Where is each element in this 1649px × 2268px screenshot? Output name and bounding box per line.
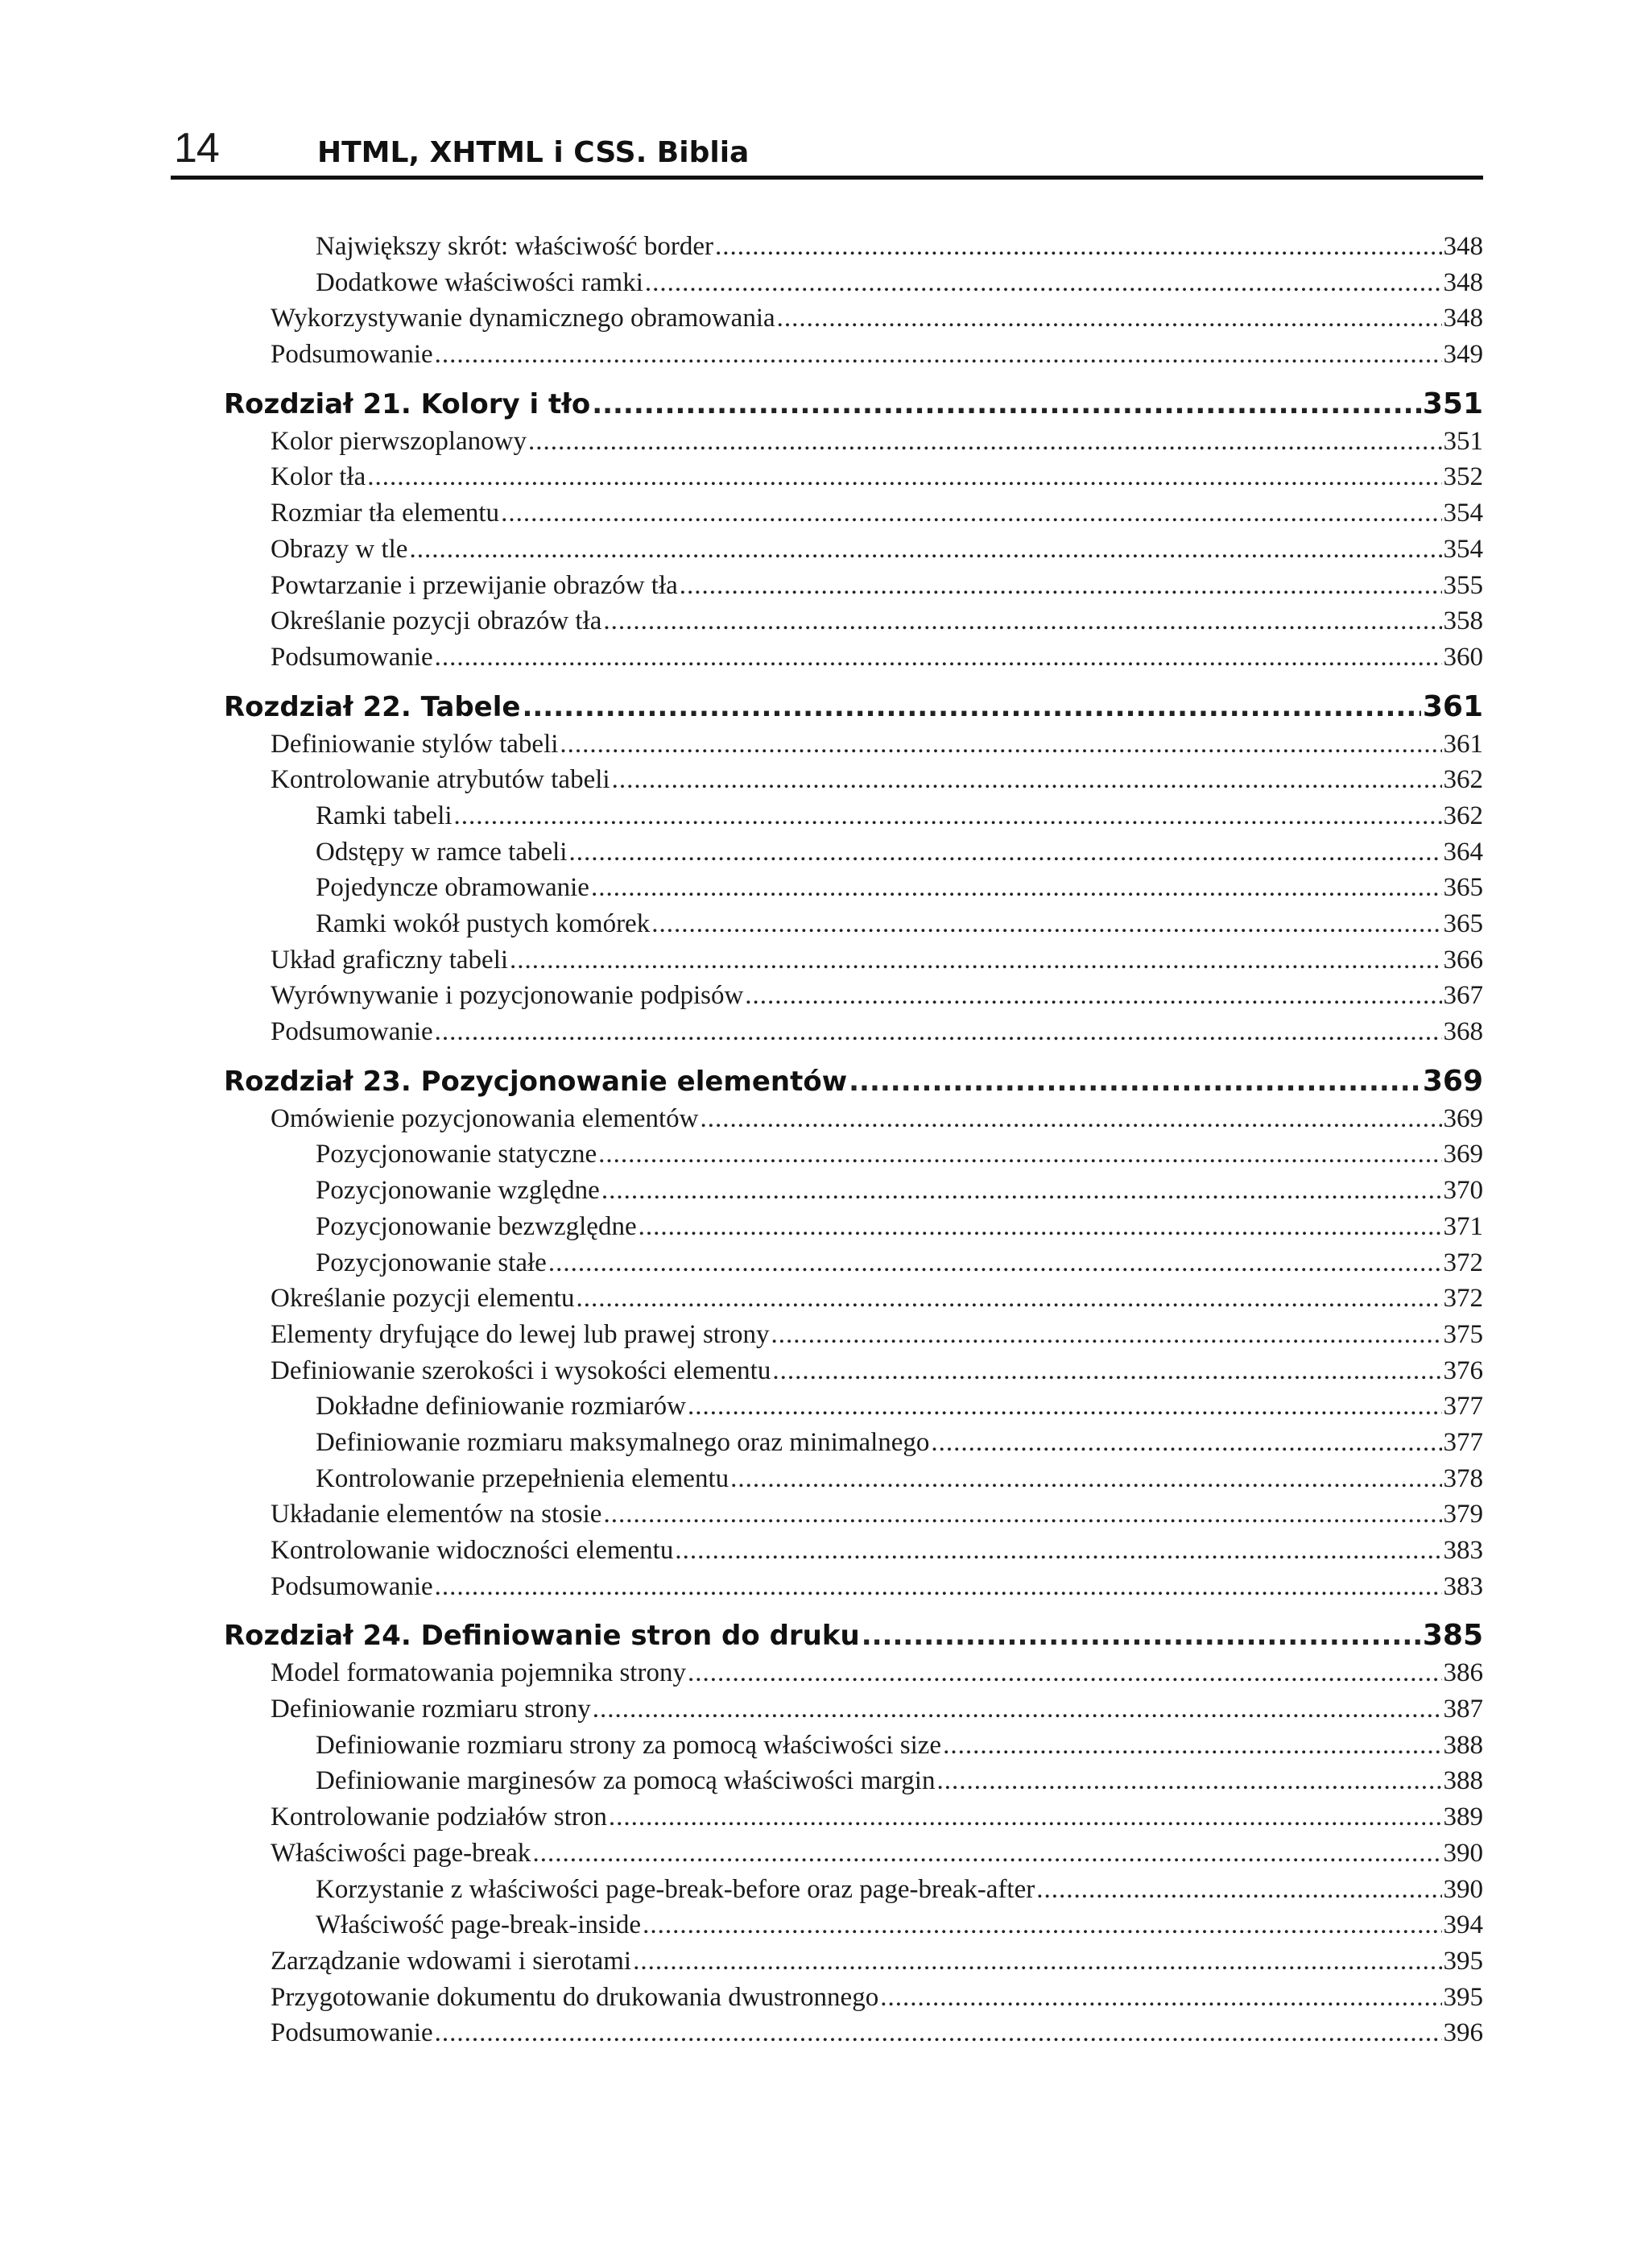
toc-entry-title: Obrazy w tle (271, 534, 408, 564)
toc-entry (224, 427, 1483, 463)
toc-entry-title: Rozdział 24. Definiowanie stron do druku (224, 1620, 860, 1653)
dot-leader (435, 1572, 1442, 1602)
toc-entry-page: 351 (1422, 387, 1483, 420)
table-of-contents (224, 232, 1483, 2055)
dot-leader (592, 388, 1421, 420)
dot-leader (745, 981, 1441, 1011)
toc-entry-title: Pozycjonowanie względne (316, 1176, 600, 1206)
dot-leader (680, 571, 1442, 601)
toc-entry-page: 354 (1443, 499, 1483, 528)
toc-entry-title: Rozdział 21. Kolory i tło (224, 387, 591, 420)
toc-entry (224, 643, 1483, 679)
dot-leader (435, 340, 1442, 370)
dot-leader (522, 691, 1420, 723)
running-header (172, 121, 1482, 179)
toc-chapter-entry (224, 1619, 1483, 1658)
dot-leader (880, 1983, 1441, 2013)
book-title: HTML, XHTML i CSS. Biblia (317, 136, 750, 169)
toc-entry-title: Określanie pozycji obrazów tła (271, 606, 602, 636)
toc-entry-page: 369 (1443, 1140, 1483, 1169)
toc-entry-page: 388 (1443, 1730, 1483, 1760)
dot-leader (435, 1017, 1442, 1047)
toc-entry-page: 364 (1443, 837, 1483, 867)
toc-entry-page: 375 (1443, 1319, 1483, 1349)
dot-leader (510, 946, 1441, 975)
toc-entry-title: Powtarzanie i przewijanie obrazów tła (271, 570, 678, 600)
toc-entry-page: 355 (1443, 570, 1483, 600)
toc-entry-title: Pozycjonowanie statyczne (316, 1140, 597, 1169)
toc-entry-page: 383 (1443, 1571, 1483, 1601)
toc-entry-page: 383 (1443, 1536, 1483, 1565)
dot-leader (1036, 1875, 1441, 1905)
toc-entry-title: Zarządzanie wdowami i sierotami (271, 1946, 632, 1976)
toc-entry (224, 606, 1483, 643)
toc-entry-page: 372 (1443, 1284, 1483, 1314)
dot-leader (777, 304, 1442, 333)
dot-leader (609, 1802, 1442, 1832)
toc-entry-page: 394 (1443, 1910, 1483, 1940)
dot-leader (603, 1500, 1441, 1529)
toc-entry-title: Wykorzystywanie dynamicznego obramowania (271, 304, 775, 333)
dot-leader (591, 873, 1442, 903)
toc-entry-title: Podsumowanie (271, 2018, 433, 2048)
toc-entry-title: Podsumowanie (271, 642, 433, 672)
toc-entry-page: 349 (1443, 340, 1483, 370)
toc-entry-page: 367 (1443, 981, 1483, 1011)
toc-entry-page: 362 (1443, 801, 1483, 830)
toc-entry (224, 1658, 1483, 1695)
dot-leader (577, 1284, 1442, 1314)
toc-entry (224, 801, 1483, 838)
toc-entry (224, 1695, 1483, 1731)
toc-entry-title: Pojedyncze obramowanie (316, 873, 589, 903)
toc-entry-page: 386 (1443, 1658, 1483, 1688)
toc-entry-page: 379 (1443, 1500, 1483, 1529)
toc-entry (224, 730, 1483, 766)
dot-leader (409, 535, 1441, 565)
toc-entry (224, 981, 1483, 1017)
dot-leader (675, 1536, 1441, 1566)
toc-entry-title: Definiowanie rozmiaru maksymalnego oraz minimalnego (316, 1427, 930, 1457)
toc-entry-page: 369 (1422, 1064, 1483, 1098)
dot-leader (593, 1695, 1442, 1724)
toc-entry (224, 304, 1483, 340)
toc-entry-title: Określanie pozycji elementu (271, 1284, 575, 1314)
dot-leader (435, 643, 1442, 673)
dot-leader (701, 1104, 1442, 1134)
toc-entry (224, 1248, 1483, 1285)
dot-leader (715, 232, 1442, 262)
toc-entry (224, 462, 1483, 499)
toc-entry (224, 1731, 1483, 1767)
toc-entry-title: Dokładne definiowanie rozmiarów (316, 1392, 687, 1422)
toc-entry-page: 378 (1443, 1463, 1483, 1493)
toc-entry (224, 535, 1483, 571)
toc-entry-title: Korzystanie z właściwości page-break-before oraz page-break-after (316, 1874, 1035, 1904)
toc-entry (224, 909, 1483, 946)
toc-entry-page: 360 (1443, 642, 1483, 672)
dot-leader (936, 1766, 1441, 1796)
toc-entry-title: Ramki wokół pustych komórek (316, 909, 651, 938)
toc-entry-title: Model formatowania pojemnika strony (271, 1658, 686, 1688)
toc-entry-page: 352 (1443, 462, 1483, 492)
toc-entry-title: Podsumowanie (271, 340, 433, 370)
toc-entry (224, 1356, 1483, 1393)
toc-entry-page: 390 (1443, 1874, 1483, 1904)
toc-entry-title: Pozycjonowanie stałe (316, 1248, 547, 1277)
dot-leader (568, 838, 1441, 867)
toc-entry-page: 369 (1443, 1103, 1483, 1133)
toc-entry-page: 365 (1443, 909, 1483, 938)
toc-entry (224, 946, 1483, 982)
toc-entry-page: 348 (1443, 267, 1483, 297)
dot-leader (548, 1248, 1442, 1278)
toc-entry (224, 1947, 1483, 1983)
toc-entry (224, 2018, 1483, 2055)
toc-entry-title: Definiowanie marginesów za pomocą właściwości margin (316, 1766, 936, 1796)
toc-entry-page: 377 (1443, 1392, 1483, 1422)
toc-entry-page: 366 (1443, 945, 1483, 975)
toc-entry-title: Podsumowanie (271, 1571, 433, 1601)
dot-leader (651, 909, 1441, 939)
toc-entry-title: Podsumowanie (271, 1017, 433, 1047)
toc-entry-title: Wyrównywanie i pozycjonowanie podpisów (271, 981, 744, 1011)
toc-entry-title: Układanie elementów na stosie (271, 1500, 602, 1529)
toc-entry-title: Rozmiar tła elementu (271, 499, 500, 528)
toc-entry-page: 395 (1443, 1982, 1483, 2012)
toc-entry-title: Definiowanie rozmiaru strony (271, 1695, 591, 1724)
toc-entry (224, 1766, 1483, 1802)
toc-chapter-entry (224, 690, 1483, 730)
toc-entry-title: Kontrolowanie przepełnienia elementu (316, 1463, 729, 1493)
toc-entry-title: Przygotowanie dokumentu do drukowania dwustronnego (271, 1982, 879, 2012)
toc-chapter-entry (224, 387, 1483, 427)
dot-leader (528, 427, 1441, 457)
toc-entry-title: Odstępy w ramce tabeli (316, 837, 568, 867)
toc-entry (224, 1910, 1483, 1947)
dot-leader (943, 1731, 1441, 1761)
toc-entry-page: 377 (1443, 1427, 1483, 1457)
dot-leader (772, 1356, 1441, 1386)
dot-leader (435, 2018, 1442, 2048)
toc-entry (224, 1284, 1483, 1320)
toc-entry (224, 1983, 1483, 2019)
dot-leader (688, 1392, 1441, 1422)
toc-entry-page: 365 (1443, 873, 1483, 903)
toc-entry-title: Omówienie pozycjonowania elementów (271, 1103, 699, 1133)
toc-entry-title: Rozdział 23. Pozycjonowanie elementów (224, 1065, 848, 1098)
dot-leader (603, 606, 1441, 636)
dot-leader (645, 268, 1442, 298)
toc-entry (224, 765, 1483, 801)
toc-entry (224, 1875, 1483, 1911)
toc-entry-page: 361 (1422, 689, 1483, 723)
toc-entry (224, 1392, 1483, 1428)
toc-entry (224, 499, 1483, 535)
toc-entry (224, 1017, 1483, 1053)
toc-chapter-entry (224, 1065, 1483, 1104)
toc-entry-title: Rozdział 22. Tabele (224, 690, 521, 723)
dot-leader (931, 1428, 1441, 1458)
toc-entry-title: Dodatkowe właściwości ramki (316, 267, 643, 297)
toc-entry-page: 348 (1443, 304, 1483, 333)
toc-entry-title: Właściwości page-break (271, 1838, 531, 1868)
toc-entry (224, 1176, 1483, 1212)
toc-entry (224, 1802, 1483, 1839)
toc-entry (224, 232, 1483, 268)
toc-entry-page: 388 (1443, 1766, 1483, 1796)
toc-entry-page: 371 (1443, 1211, 1483, 1241)
toc-entry-title: Kolor tła (271, 462, 366, 492)
toc-entry-page: 358 (1443, 606, 1483, 636)
dot-leader (849, 1066, 1421, 1098)
toc-entry-page: 372 (1443, 1248, 1483, 1277)
toc-entry (224, 340, 1483, 376)
toc-entry (224, 838, 1483, 874)
toc-entry-page: 395 (1443, 1946, 1483, 1976)
page-number: 14 (174, 125, 219, 172)
toc-entry (224, 571, 1483, 607)
toc-entry-page: 354 (1443, 534, 1483, 564)
toc-entry-title: Układ graficzny tabeli (271, 945, 509, 975)
toc-entry-title: Kontrolowanie atrybutów tabeli (271, 765, 610, 795)
toc-entry-title: Definiowanie stylów tabeli (271, 729, 559, 759)
dot-leader (862, 1620, 1421, 1652)
toc-entry (224, 1572, 1483, 1608)
dot-leader (367, 462, 1441, 492)
toc-entry-title: Właściwość page-break-inside (316, 1910, 642, 1940)
toc-entry-page: 370 (1443, 1176, 1483, 1206)
dot-leader (771, 1320, 1441, 1350)
dot-leader (454, 801, 1442, 831)
toc-entry-page: 387 (1443, 1695, 1483, 1724)
toc-entry (224, 1104, 1483, 1140)
toc-entry (224, 1839, 1483, 1875)
dot-leader (560, 730, 1441, 759)
dot-leader (688, 1658, 1442, 1688)
toc-entry-title: Definiowanie rozmiaru strony za pomocą właściwości size (316, 1730, 942, 1760)
dot-leader (532, 1839, 1441, 1869)
toc-entry (224, 1212, 1483, 1248)
toc-entry-title: Kontrolowanie podziałów stron (271, 1802, 607, 1832)
toc-entry-title: Kolor pierwszoplanowy (271, 426, 527, 456)
toc-entry (224, 1428, 1483, 1464)
dot-leader (643, 1910, 1441, 1940)
toc-entry-title: Kontrolowanie widoczności elementu (271, 1536, 674, 1565)
dot-leader (501, 499, 1441, 528)
toc-entry (224, 873, 1483, 909)
toc-entry-page: 389 (1443, 1802, 1483, 1832)
toc-entry (224, 1464, 1483, 1500)
dot-leader (598, 1140, 1441, 1169)
dot-leader (633, 1947, 1441, 1976)
toc-entry (224, 1536, 1483, 1572)
toc-entry (224, 1320, 1483, 1356)
toc-entry (224, 1140, 1483, 1176)
toc-entry-page: 390 (1443, 1838, 1483, 1868)
toc-entry-page: 361 (1443, 729, 1483, 759)
dot-leader (601, 1176, 1442, 1206)
toc-entry (224, 268, 1483, 304)
toc-entry-page: 348 (1443, 232, 1483, 261)
toc-entry-title: Elementy dryfujące do lewej lub prawej strony (271, 1319, 770, 1349)
toc-entry (224, 1500, 1483, 1536)
header-rule (171, 176, 1483, 180)
toc-entry-page: 351 (1443, 426, 1483, 456)
toc-entry-title: Definiowanie szerokości i wysokości elementu (271, 1355, 771, 1385)
dot-leader (639, 1212, 1442, 1242)
toc-entry-page: 376 (1443, 1355, 1483, 1385)
toc-entry-page: 368 (1443, 1017, 1483, 1047)
toc-entry-title: Największy skrót: właściwość border (316, 232, 713, 261)
toc-entry-title: Ramki tabeli (316, 801, 453, 830)
toc-entry-page: 385 (1422, 1619, 1483, 1653)
toc-entry-title: Pozycjonowanie bezwzględne (316, 1211, 637, 1241)
dot-leader (612, 765, 1442, 795)
toc-entry-page: 362 (1443, 765, 1483, 795)
toc-entry-page: 396 (1443, 2018, 1483, 2048)
dot-leader (730, 1464, 1441, 1494)
